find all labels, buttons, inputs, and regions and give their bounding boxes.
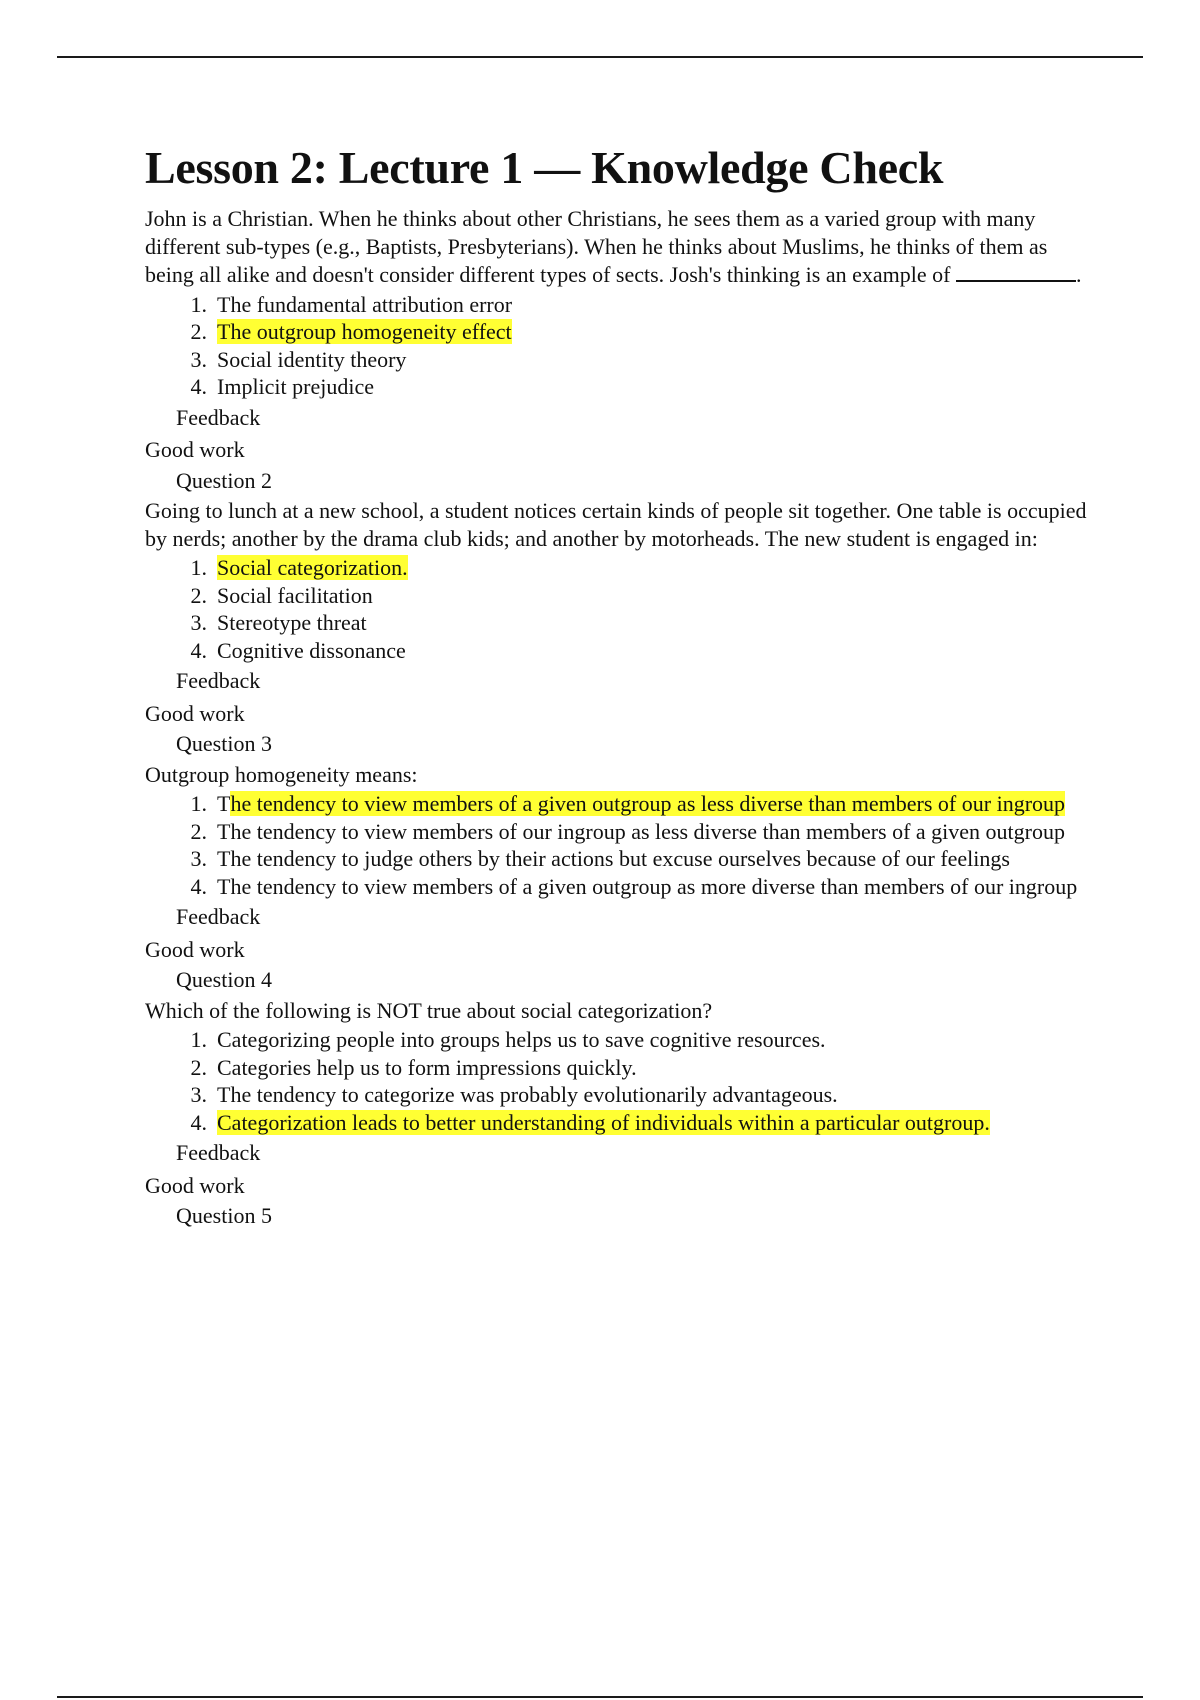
- option-item: [145, 373, 1090, 401]
- option-text: Implicit prejudice: [217, 374, 374, 399]
- option-item: [145, 818, 1090, 846]
- option-text: Social identity theory: [217, 346, 407, 372]
- option-list: [145, 554, 1090, 664]
- option-number: 4.: [190, 637, 207, 663]
- feedback-label: Feedback: [176, 1140, 261, 1165]
- option-number: 4.: [190, 873, 207, 899]
- feedback-text: Good work: [145, 1172, 245, 1198]
- question-heading: Question 2: [176, 467, 272, 493]
- option-text: Categories help us to form impressions quickly.: [217, 1054, 637, 1080]
- option-item: [145, 1054, 1090, 1082]
- question-heading: Question 3: [176, 731, 272, 756]
- option-item-correct: [145, 790, 1090, 818]
- option-number: 1.: [190, 291, 207, 317]
- answer-blank: [956, 260, 1076, 282]
- option-item: [145, 637, 1090, 665]
- option-number: 2.: [190, 582, 207, 608]
- feedback-text: Good work: [145, 700, 245, 726]
- feedback-label: Feedback: [176, 404, 261, 430]
- option-text-highlighted: he tendency to view members of a given outgroup as less diverse than members of our ingroup: [230, 791, 1066, 816]
- question-heading-next: Question 5: [176, 1203, 272, 1228]
- option-number: 2.: [190, 1054, 207, 1080]
- option-list: [145, 790, 1090, 900]
- option-number: 3.: [190, 846, 207, 871]
- option-item: [145, 1081, 1090, 1109]
- option-item: [145, 1026, 1090, 1054]
- stem-text-end: .: [1075, 262, 1082, 287]
- option-text: The fundamental attribution error: [217, 291, 513, 317]
- option-text: The tendency to judge others by their actions but excuse ourselves because of our feelings: [217, 846, 1010, 871]
- option-number: 1.: [190, 555, 207, 580]
- option-item: [145, 845, 1090, 873]
- question-block-3: [145, 730, 1090, 963]
- option-list: [145, 1026, 1090, 1136]
- option-list: [145, 291, 1090, 401]
- option-item: [145, 582, 1090, 610]
- option-text: The tendency to categorize was probably evolutionarily advantageous.: [217, 1082, 838, 1107]
- question-stem: Outgroup homogeneity means:: [145, 761, 418, 787]
- option-text: Social facilitation: [217, 582, 373, 608]
- option-number: 3.: [190, 1082, 207, 1107]
- option-item: [145, 291, 1090, 319]
- option-number: 1.: [190, 791, 207, 816]
- option-text-highlighted: The outgroup homogeneity effect: [217, 319, 512, 344]
- question-stem: Which of the following is NOT true about social categorization?: [145, 997, 713, 1023]
- document-body: [145, 142, 1090, 1230]
- question-stem: [145, 205, 1090, 289]
- question-heading: Question 4: [176, 967, 272, 992]
- stem-text: John is a Christian. When he thinks about other Christians, he sees them as a varied group with many different sub-types (e.g., Baptists, Presbyterians). When he thinks about Muslims, he thinks of them as being all alike and doesn't consider different types of sects. Josh's thinking is an example of: [145, 206, 1048, 287]
- feedback-label: Feedback: [176, 668, 261, 693]
- option-text: Stereotype threat: [217, 610, 367, 635]
- question-stem: Going to lunch at a new school, a student notices certain kinds of people sit together. One table is occupied by nerds; another by the drama club kids; and another by motorheads. The new student is engaged in:: [145, 498, 1087, 551]
- option-number: 2.: [190, 319, 207, 344]
- footer-rule: [57, 1696, 1143, 1698]
- feedback-text: Good work: [145, 437, 245, 462]
- header-rule: [57, 56, 1143, 58]
- option-text: Cognitive dissonance: [217, 637, 406, 663]
- option-text-highlighted: Categorization leads to better understanding of individuals within a particular outgroup.: [217, 1109, 990, 1135]
- option-number: 4.: [190, 374, 207, 399]
- question-block-4: [145, 966, 1090, 1199]
- option-text-prefix: T: [217, 791, 231, 816]
- feedback-label: Feedback: [176, 904, 261, 929]
- option-number: 1.: [190, 1027, 207, 1052]
- option-text-highlighted: Social categorization.: [217, 555, 408, 580]
- question-block-2: [145, 467, 1090, 728]
- option-number: 2.: [190, 818, 207, 844]
- option-item-correct: [145, 554, 1090, 582]
- option-item-correct: [145, 318, 1090, 346]
- option-item: [145, 346, 1090, 374]
- option-text: The tendency to view members of a given outgroup as more diverse than members of our ingroup: [217, 873, 1078, 899]
- option-text: Categorizing people into groups helps us to save cognitive resources.: [217, 1027, 826, 1052]
- question-block-1: [145, 205, 1090, 464]
- option-item: [145, 609, 1090, 637]
- page-title: Lesson 2: Lecture 1 — Knowledge Check: [145, 142, 944, 193]
- feedback-text: Good work: [145, 936, 245, 962]
- option-text: The tendency to view members of our ingroup as less diverse than members of a given outgroup: [217, 818, 1065, 844]
- option-number: 3.: [190, 346, 207, 372]
- option-number: 3.: [190, 610, 207, 635]
- option-number: 4.: [190, 1109, 207, 1135]
- option-item: [145, 873, 1090, 901]
- option-item-correct: [145, 1109, 1090, 1137]
